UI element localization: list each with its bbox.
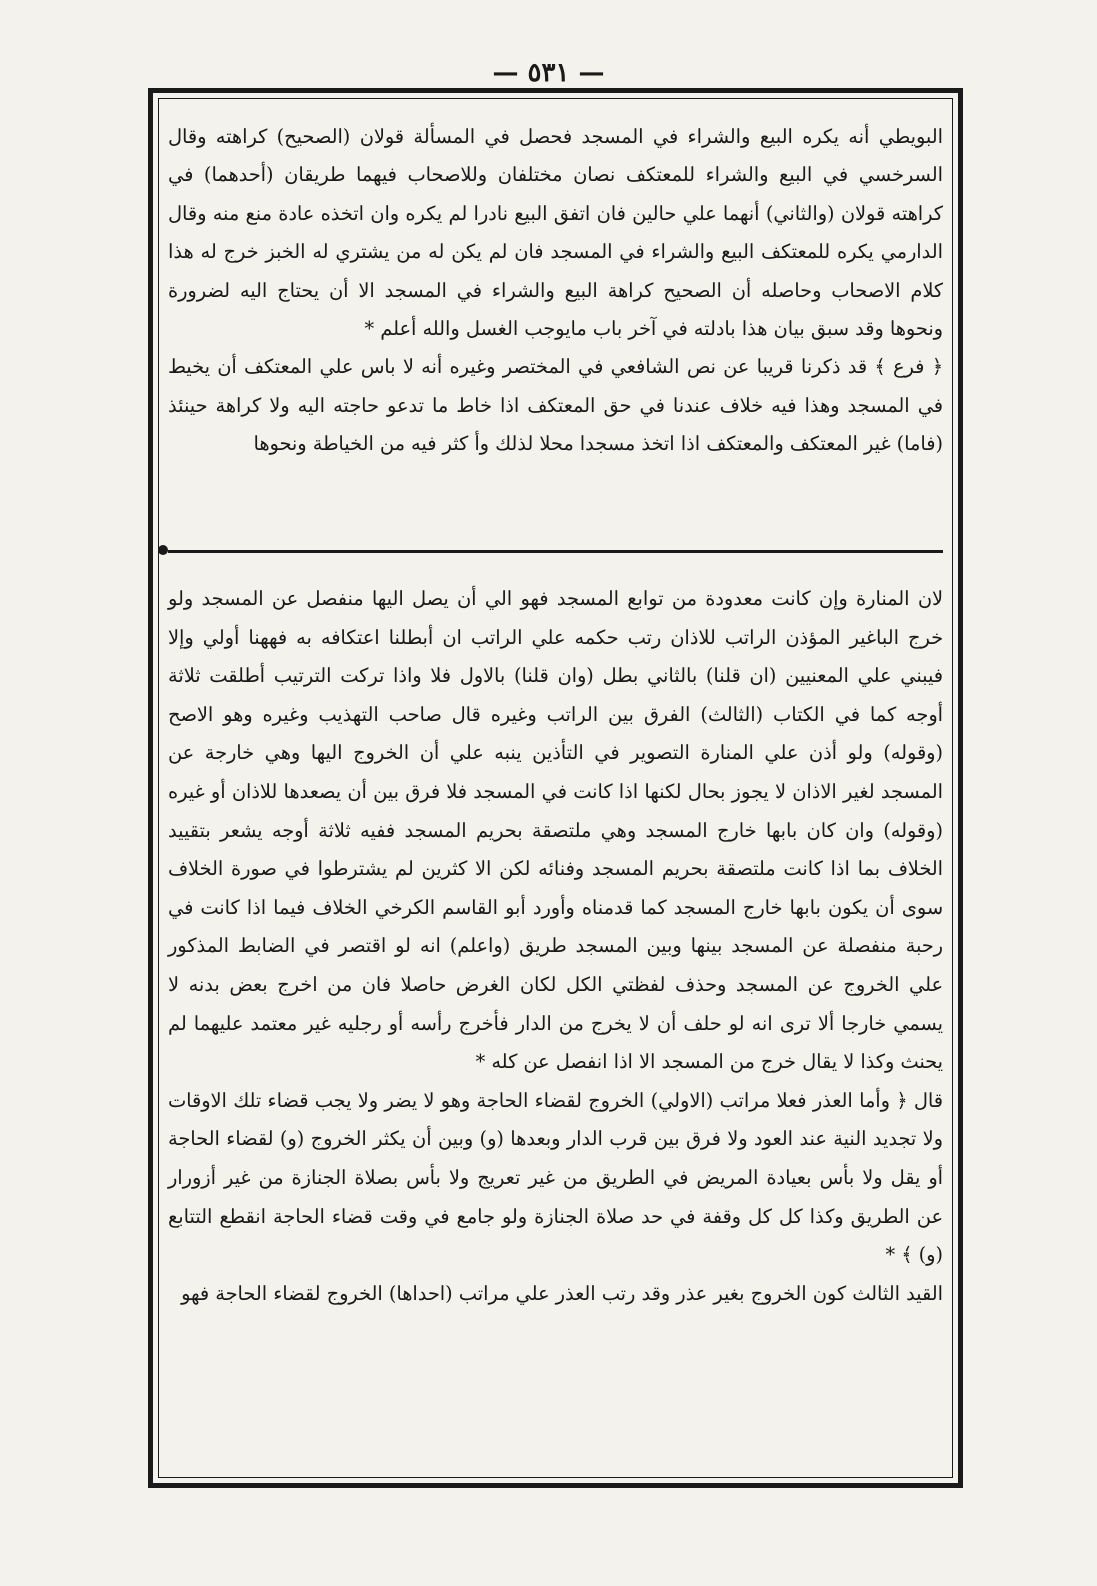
bottom-text-section — [168, 580, 943, 1460]
paragraph-bottom-3: القيد الثالث كون الخروج بغير عذر وقد رتب العذر علي مراتب (احداها) الخروج لقضاء الحاجة فهو — [181, 1281, 943, 1305]
paragraph-bottom-1: لان المنارة وإن كانت معدودة من توابع المسجد فهو الي أن يصل اليها منفصل عن المسجد ولو خرج الباغير المؤذن الراتب للاذان رتب حكمه علي الراتب ان أبطلنا اعتكافه به فههنا أولي وإلا فيبني علي المعنيين (ان قلنا) بالثاني بطل (وان قلنا) بالاول فلا واذا تركت الترتيب أطلقت ثلاثة أوجه كما في الكتاب (الثالث) الفرق بين الراتب وغيره قال صاحب التهذيب وغيره وهو الاصح (وقوله) ولو أذن علي المنارة التصوير في التأذين ينبه علي أن الخروج اليها وهي خارجة عن المسجد لغير الاذان لا يجوز بحال لكنها اذا كانت في المسجد فلا فرق بين أن يصعدها للاذان أو غيره (وقوله) وان كان بابها خارج المسجد وهي ملتصقة بحريم المسجد ففيه ثلاثة أوجه يشعر بتقييد الخلاف بما اذا كانت ملتصقة بحريم المسجد وفنائه لكن الا كثرين لم يشترطوا في صورة الخلاف سوى أن يكون بابها خارج المسجد كما قدمناه وأورد أبو القاسم الكرخي الخلاف فيما اذا كانت في رحبة منفصلة عن المسجد بينها وبين المسجد طريق (واعلم) انه لو اقتصر في الضابط المذكور علي الخروج عن المسجد وحذف لفظتي الكل لكان الغرض حاصلا فان من اخرج بعض بدنه لا يسمي خارجا ألا ترى انه لو حلف أن لا يخرج من الدار فأخرج رأسه أو رجليه غير معتمد عليهما لم يحنث وكذا لا يقال خرج من المسجد الا اذا انفصل عن كله * — [168, 587, 943, 1074]
paragraph-top-1: البويطي أنه يكره البيع والشراء في المسجد فحصل في المسألة قولان (الصحيح) كراهته وقال السرخسي في البيع والشراء للمعتكف نصان مختلفان وللاصحاب فيهما طريقان (أحدهما) في كراهته قولان (والثاني) أنهما علي حالين فان اتفق البيع نادرا لم يكره وان اتخذه عادة منع منه وقال الدارمي يكره للمعتكف البيع والشراء في المسجد فان لم يكن له من يشتري له الخبز خرج له هذا كلام الاصحاب وحاصله أن الصحيح كراهة البيع والشراء في المسجد الا أن يحتاج اليه لضرورة ونحوها وقد سبق بيان هذا بادلته في آخر باب مايوجب الغسل والله أعلم * — [168, 125, 943, 341]
paragraph-bottom-2: قال ﴿ وأما العذر فعلا مراتب (الاولي) الخروج لقضاء الحاجة وهو لا يضر ولا يجب قضاء تلك الاوقات ولا تجديد النية عند العود ولا فرق بين قرب الدار وبعدها (و) وبين أن يكثر الخروج (و) لقضاء الحاجة أو يقل ولا بأس بعيادة المريض في الطريق من غير تعريج ولا بأس بصلاة الجنازة من غير أزورار عن الطريق وكذا كل كل وقفة في حد صلاة الجنازة ولو جامع في وقت قضاء الحاجة انقطع التتابع (و) ﴾ * — [168, 1088, 943, 1267]
section-divider — [168, 550, 943, 553]
page-number: — ٥٣١ — — [492, 58, 605, 88]
paragraph-top-2: ﴿ فرع ﴾ قد ذكرنا قريبا عن نص الشافعي في المختصر وغيره أنه لا باس علي المعتكف أن يخيط في المسجد وهذا فيه خلاف عندنا في حق المعتكف اذا خاط ما تدعو حاجته اليه ولا كراهة حينئذ (فاما) غير المعتكف والمعتكف اذا اتخذ مسجدا محلا لذلك وأ كثر فيه من الخياطة ونحوها — [168, 355, 943, 456]
